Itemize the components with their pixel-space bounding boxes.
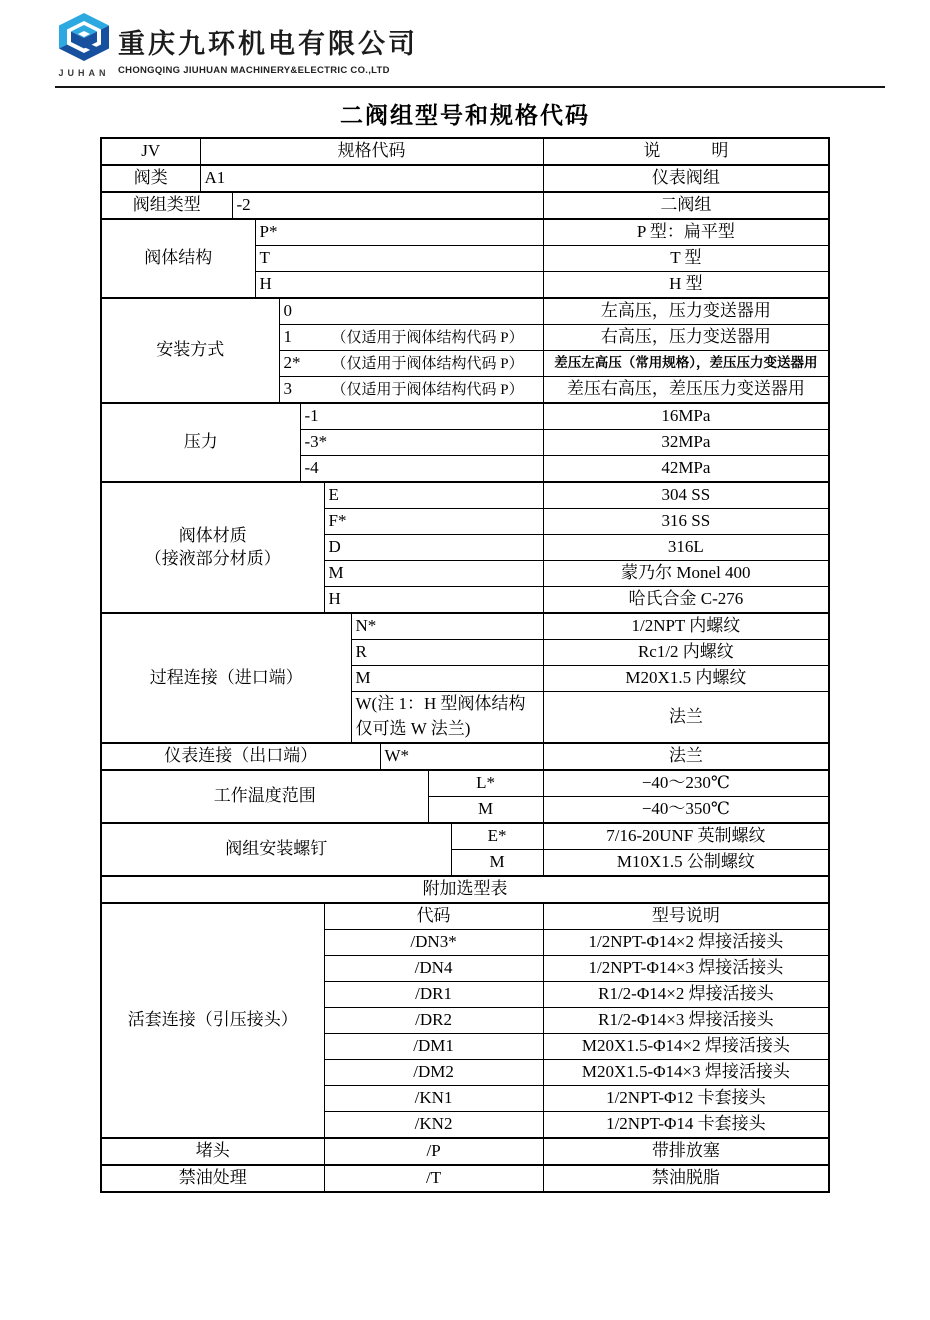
- table-row-additional-title: [101, 876, 829, 903]
- company-name-cn: 重庆九环机电有限公司: [118, 29, 418, 59]
- code-cell: E*: [451, 823, 543, 850]
- row-label: 堵头: [101, 1138, 324, 1165]
- row-label: 禁油处理: [101, 1165, 324, 1192]
- code-cell: A1: [200, 165, 543, 192]
- desc-cell: 42MPa: [543, 456, 829, 483]
- code-cell: N*: [351, 613, 543, 640]
- code-cell: F*: [324, 509, 543, 535]
- code-cell: /DN3*: [324, 930, 543, 956]
- desc-cell: T 型: [543, 246, 829, 272]
- code-cell: M: [324, 561, 543, 587]
- row-label: 压力: [101, 403, 300, 482]
- row-label: 阀组类型: [101, 192, 232, 219]
- header-description: 说 明: [543, 138, 829, 165]
- code-cell: /P: [324, 1138, 543, 1165]
- table-row-pressure: [101, 403, 829, 430]
- table-row-mounting-screw: [101, 823, 829, 850]
- code-cell: [279, 325, 543, 351]
- code-cell: /KN2: [324, 1112, 543, 1139]
- code-cell: M: [451, 850, 543, 877]
- row-label: 仪表连接（出口端）: [101, 743, 380, 770]
- desc-cell: 1/2NPT-Φ12 卡套接头: [543, 1086, 829, 1112]
- desc-cell: 316 SS: [543, 509, 829, 535]
- row-label: 过程连接（进口端）: [101, 613, 351, 743]
- row-label: 阀体结构: [101, 219, 255, 298]
- code-note: （仅适用于阀体结构代码 P）: [331, 382, 524, 399]
- code-cell: D: [324, 535, 543, 561]
- desc-cell: −40～350℃: [543, 797, 829, 824]
- code-cell: /T: [324, 1165, 543, 1192]
- code-cell: -1: [300, 403, 543, 430]
- desc-cell: M20X1.5 内螺纹: [543, 666, 829, 692]
- code-cell: W*: [380, 743, 543, 770]
- table-row-body-structure: [101, 219, 829, 246]
- desc-cell: 304 SS: [543, 482, 829, 509]
- header-jv: JV: [101, 138, 200, 165]
- code-cell: -3*: [300, 430, 543, 456]
- spec-table: [100, 137, 830, 1193]
- code-cell: L*: [428, 770, 543, 797]
- table-row-process-conn: [101, 613, 829, 640]
- code-cell: T: [255, 246, 543, 272]
- code-cell: P*: [255, 219, 543, 246]
- material-label-line2: （接液部分材质）: [144, 548, 281, 568]
- additional-title-cell: 附加选型表: [101, 876, 829, 903]
- code-value: 2*: [283, 353, 301, 373]
- code-cell: /DM1: [324, 1034, 543, 1060]
- code-cell: R: [351, 640, 543, 666]
- table-row-plug: [101, 1138, 829, 1165]
- desc-cell: R1/2-Φ14×2 焊接活接头: [543, 982, 829, 1008]
- additional-code-header: 代码: [324, 903, 543, 930]
- desc-cell: 蒙乃尔 Monel 400: [543, 561, 829, 587]
- header-divider: [55, 86, 885, 88]
- code-cell: M: [351, 666, 543, 692]
- desc-cell: 1/2NPT-Φ14 卡套接头: [543, 1112, 829, 1139]
- code-cell: -4: [300, 456, 543, 483]
- desc-cell: Rc1/2 内螺纹: [543, 640, 829, 666]
- desc-cell: 1/2NPT-Φ14×3 焊接活接头: [543, 956, 829, 982]
- row-label: 阀类: [101, 165, 200, 192]
- desc-cell: R1/2-Φ14×3 焊接活接头: [543, 1008, 829, 1034]
- code-cell: -2: [232, 192, 543, 219]
- code-cell: /DR1: [324, 982, 543, 1008]
- code-value: 3: [283, 379, 292, 399]
- company-header: [118, 22, 418, 76]
- table-row-temp-range: [101, 770, 829, 797]
- desc-cell: 带排放塞: [543, 1138, 829, 1165]
- table-row-group-type: [101, 192, 829, 219]
- spec-table-container: [100, 137, 830, 1193]
- table-header-row: [101, 138, 829, 165]
- table-row-mounting: [101, 298, 829, 325]
- row-label: 活套连接（引压接头）: [101, 903, 324, 1138]
- desc-cell: 1/2NPT-Φ14×2 焊接活接头: [543, 930, 829, 956]
- desc-cell: 差压左高压（常用规格），差压压力变送器用: [543, 351, 829, 377]
- row-label: 安装方式: [101, 298, 279, 403]
- table-row-material: [101, 482, 829, 509]
- code-cell: M: [428, 797, 543, 824]
- code-cell: E: [324, 482, 543, 509]
- desc-cell: 7/16-20UNF 英制螺纹: [543, 823, 829, 850]
- desc-cell: 差压右高压，差压压力变送器用: [543, 377, 829, 404]
- desc-cell: 二阀组: [543, 192, 829, 219]
- code-cell: /DM2: [324, 1060, 543, 1086]
- code-cell: H: [324, 587, 543, 614]
- logo-wordmark: JUHAN: [58, 68, 110, 78]
- code-cell: /KN1: [324, 1086, 543, 1112]
- desc-cell: 禁油脱脂: [543, 1165, 829, 1192]
- row-label: [101, 482, 324, 613]
- juhan-hexagon-logo-icon: [55, 12, 113, 62]
- code-value: 0: [283, 301, 292, 321]
- desc-cell: 哈氏合金 C-276: [543, 587, 829, 614]
- code-cell: /DR2: [324, 1008, 543, 1034]
- desc-cell: 32MPa: [543, 430, 829, 456]
- table-row-oil-free: [101, 1165, 829, 1192]
- desc-cell: H 型: [543, 272, 829, 299]
- company-logo: [52, 12, 116, 78]
- code-cell: W(注 1：H 型阀体结构仅可选 W 法兰): [351, 692, 543, 744]
- code-cell: [279, 377, 543, 404]
- table-row-additional-header: [101, 903, 829, 930]
- code-value: 1: [283, 327, 292, 347]
- code-cell: [279, 298, 543, 325]
- desc-cell: 左高压，压力变送器用: [543, 298, 829, 325]
- code-cell: /DN4: [324, 956, 543, 982]
- desc-cell: 16MPa: [543, 403, 829, 430]
- page-title: 二阀组型号和规格代码: [340, 103, 590, 128]
- desc-cell: 法兰: [543, 743, 829, 770]
- desc-cell: M10X1.5 公制螺纹: [543, 850, 829, 877]
- desc-cell: 316L: [543, 535, 829, 561]
- desc-cell: 1/2NPT 内螺纹: [543, 613, 829, 640]
- row-label: 阀组安装螺钉: [101, 823, 451, 876]
- additional-desc-header: 型号说明: [543, 903, 829, 930]
- material-label-line1: 阀体材质: [178, 525, 247, 545]
- desc-cell: 法兰: [543, 692, 829, 744]
- code-note: （仅适用于阀体结构代码 P）: [331, 330, 524, 347]
- desc-cell: 仪表阀组: [543, 165, 829, 192]
- table-row-valve-class: [101, 165, 829, 192]
- desc-cell: −40～230℃: [543, 770, 829, 797]
- code-cell: [279, 351, 543, 377]
- desc-cell: M20X1.5-Φ14×3 焊接活接头: [543, 1060, 829, 1086]
- code-cell: H: [255, 272, 543, 299]
- desc-cell: 右高压，压力变送器用: [543, 325, 829, 351]
- row-label: 工作温度范围: [101, 770, 428, 823]
- table-row-instrument-conn: [101, 743, 829, 770]
- desc-cell: M20X1.5-Φ14×2 焊接活接头: [543, 1034, 829, 1060]
- desc-cell: P 型：扁平型: [543, 219, 829, 246]
- code-note: （仅适用于阀体结构代码 P）: [331, 356, 524, 373]
- header-spec-code: 规格代码: [200, 138, 543, 165]
- company-name-en: CHONGQING JIUHUAN MACHINERY&ELECTRIC CO.,LTD: [118, 65, 390, 76]
